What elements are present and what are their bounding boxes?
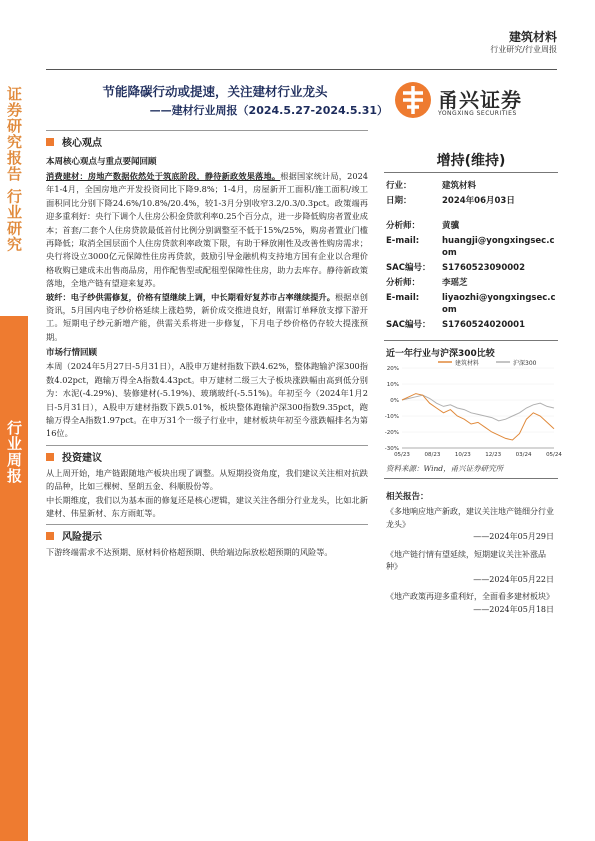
x-tick-label: 08/23 [424, 452, 441, 458]
chart-bottom-rule [384, 478, 558, 479]
info-value: 黄骥 [442, 221, 460, 231]
series-line-building-materials [402, 394, 554, 440]
section-marker-icon [46, 532, 54, 540]
industry-vs-csi300-chart [378, 360, 562, 462]
legend-label: 建筑材料 [455, 360, 480, 367]
info-label: 日期： [386, 196, 412, 206]
x-tick-label: 05/23 [394, 452, 410, 458]
info-label: 行业： [386, 181, 412, 191]
invest-heading [46, 449, 368, 464]
glass-fiber-text: 根据卓创资讯，5月国内电子纱价格延续上涨趋势，新价成交推进良好，刚需订单释放支撑下游开工。短期电子纱元新增产能，供需关系将进一步修复，下月电子纱价格仍存较大提涨预期。 [46, 291, 368, 342]
info-label: 分析师： [386, 221, 421, 231]
consumer-materials-paragraph [46, 170, 368, 291]
risk-heading [46, 528, 368, 543]
related-report-date: ——2024年05月22日 [473, 574, 554, 584]
info-value: S1760524020001 [442, 320, 526, 330]
info-row [386, 180, 558, 192]
chart-title: 近一年行业与沪深300比较 [386, 349, 495, 359]
legend-label: 沪深300 [513, 360, 537, 367]
related-reports-heading: 相关报告： [386, 492, 429, 502]
y-tick-label: 0% [390, 398, 399, 404]
info-value: 李瑶芝 [442, 278, 468, 288]
y-tick-label: -20% [384, 430, 399, 436]
info-label: 分析师： [386, 278, 421, 288]
invest-heading-text: 投资建议 [62, 452, 102, 464]
section-rule [46, 524, 368, 525]
info-value: 2024年06月03日 [442, 196, 515, 206]
sidebar-band [0, 316, 28, 841]
info-label: E-mail: [386, 293, 420, 303]
info-row [386, 235, 558, 259]
info-row [386, 195, 558, 207]
y-tick-label: -10% [384, 414, 399, 420]
y-tick-label: 20% [386, 366, 399, 372]
risk-paragraph: 下游终端需求不达预期、原材料价格超预期、供给端边际放松超预期的风险等。 [46, 547, 333, 558]
risk-heading-text: 风险提示 [62, 532, 102, 544]
rating-label: 增持(维持) [436, 153, 506, 169]
series-line-csi300 [402, 395, 554, 421]
section-marker-icon [46, 138, 54, 146]
related-report-title[interactable]: 《地产链行情有望延续，短期建议关注补涨品种》 [386, 549, 546, 571]
company-logo-name: 甬兴证券 [438, 88, 522, 112]
y-tick-label: -30% [384, 446, 399, 452]
info-row [386, 319, 558, 331]
related-report-title[interactable]: 《多地响应地产新政，建议关注地产链细分行业龙头》 [386, 507, 554, 529]
consumer-materials-text: 根据国家统计局，2024年1-4月，全国房地产开发投资同比下降9.8%；1-4月，房屋新开工面积/施工面积/竣工面积同比分别下降24.6%/10.8%/20.4%，较1-3月分别收窄3.2/0.3/0.3pct。政策端再迎多重利好：央行下调个人住房公积金贷款利率0.25个百分点，进一步降低购房者置业成本；首套/二套个人住房贷款最低首付比例分别调整至不低于15%/25%，购房者置业门槛再降低；取消全国层面个人住房贷款利率政策下限，有助于释放刚性及改善性购房需求；央行将设立3000亿元保障性住房再贷款，鼓励引导金融机构支持地方国有企业以合理价格收购已建成未出售商品房，用作配售型或配租型保障性住房，助力去库存。静待新政策落地，全地产链有望迎来复苏。 [46, 171, 368, 289]
info-value: liyaozhi@yongxingsec.com [442, 293, 556, 315]
core-subheading: 本周核心观点与重点要闻回顾 [46, 157, 157, 167]
info-row [386, 220, 558, 232]
section-rule [46, 130, 368, 131]
info-row [386, 277, 558, 289]
consumer-materials-lead: 消费建材：房地产数据依然处于筑底阶段，静待新政效果落地。 [46, 171, 281, 181]
y-tick-label: 10% [386, 382, 399, 388]
info-value: S1760523090002 [442, 263, 526, 273]
info-value: huangji@yongxingsec.com [442, 236, 555, 258]
company-logo-english: YONGXING SECURITIES [438, 110, 517, 117]
x-tick-label: 05/24 [546, 452, 562, 458]
related-report-date: ——2024年05月18日 [473, 604, 554, 614]
header-subcategory: 行业研究/行业周报 [490, 45, 557, 54]
section-rule [46, 445, 368, 446]
invest-paragraph-1: 从上周开始，地产链跟随地产板块出现了调整。从短期投资角度，我们建议关注相对抗跌的品种，比如三棵树、坚朗五金、科顺股份等。 [46, 467, 368, 492]
info-value: 建筑材料 [442, 181, 477, 191]
sidebar-weekly-label: 行业周报 [5, 420, 23, 484]
x-tick-label: 03/24 [515, 452, 532, 458]
chart-top-rule [384, 340, 558, 341]
header-divider [46, 69, 557, 70]
company-logo-icon [393, 80, 433, 120]
info-block [386, 180, 558, 334]
sidebar-report-type: 证券研究报告 行业研究 [5, 86, 23, 253]
chart-source: 资料来源：Wind，甬兴证券研究所 [386, 464, 504, 473]
x-tick-label: 10/23 [454, 452, 471, 458]
core-heading-text: 核心观点 [62, 138, 102, 149]
header-category: 建筑材料 [508, 30, 557, 44]
info-label: SAC编号： [386, 320, 431, 330]
related-reports-list [386, 506, 554, 621]
info-label: E-mail: [386, 236, 420, 246]
info-row [386, 210, 558, 220]
info-row [386, 292, 558, 316]
core-heading [46, 134, 368, 149]
market-review-heading: 市场行情回顾 [46, 348, 98, 359]
info-label: SAC编号： [386, 263, 431, 273]
related-report-date: ——2024年05月29日 [473, 532, 554, 541]
info-row [386, 262, 558, 274]
glass-fiber-lead: 玻纤：电子纱供需修复，价格有望继续上调，中长期看好复苏市占率继续提升。 [46, 291, 336, 302]
glass-fiber-paragraph [46, 291, 368, 345]
report-subtitle: ——建材行业周报（2024.5.27-2024.5.31） [149, 104, 388, 117]
report-title: 节能降碳行动或提速，关注建材行业龙头 [102, 84, 328, 99]
related-report-title[interactable]: 《地产政策再迎多重利好，全面看多建材板块》 [386, 592, 554, 601]
section-marker-icon [46, 453, 54, 461]
invest-paragraph-2: 中长期维度，我们以为基本面的修复还是核心逻辑，建议关注各细分行业龙头，比如北新建材、伟星新材、东方雨虹等。 [46, 494, 368, 518]
x-tick-label: 12/23 [485, 452, 502, 458]
main-column [46, 130, 368, 560]
market-review-paragraph: 本周（2024年5月27日-5月31日），A股申万建材指数下跌4.62%，整体跑输沪深300指数4.02pct，跑输万得全A指数4.43pct。申万建材二级三大子板块涨跌幅由高到低分别为：水泥(-4.29%)、装修建材(-5.19%)、玻璃玻纤(-5.51%)。年初至今（2024年1月2日-5月31日），A股申万建材指数下跌5.01%，板块整体跑输沪深300指数9.35pct，跑输万得全A指数1.97pct。在申万31个一级子行业中，建材板块年初至今涨跌幅排名为第16位。 [46, 361, 368, 439]
rating-divider [384, 172, 558, 173]
